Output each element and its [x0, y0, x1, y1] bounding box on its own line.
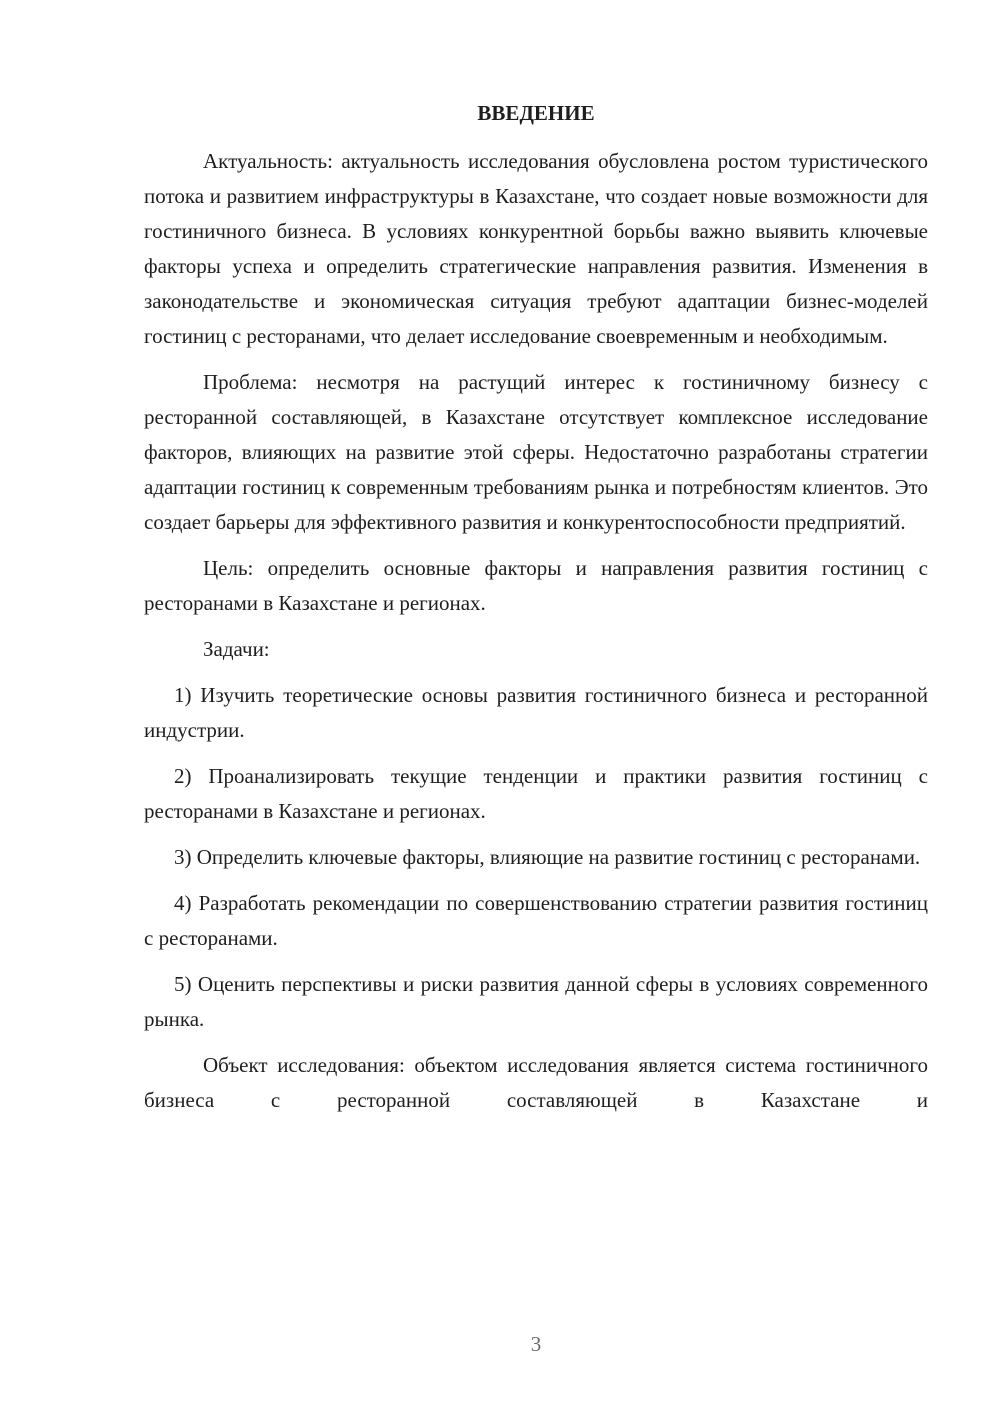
research-object-paragraph: Объект исследования: объектом исследования является система гостиничного бизнеса с ресторанной составляющей в Казахстане и [144, 1053, 928, 1112]
page-number: 3 [530, 1332, 542, 1356]
document-body [144, 96, 928, 1129]
page-title: ВВЕДЕНИЕ [477, 101, 595, 125]
relevance-paragraph: Актуальность: актуальность исследования обусловлена ростом туристического потока и развитием инфраструктуры в Казахстане, что создает новые возможности для гостиничного бизнеса. В условиях конкурентной борьбы важно выявить ключевые факторы успеха и определить стратегические направления развития. Изменения в законодательстве и экономическая ситуация требуют адаптации бизнес-моделей гостиниц с ресторанами, что делает исследование своевременным и необходимым. [144, 149, 928, 348]
task-item: 1) Изучить теоретические основы развития гостиничного бизнеса и ресторанной индустрии. [144, 683, 928, 742]
task-item: 2) Проанализировать текущие тенденции и практики развития гостиниц с ресторанами в Казахстане и регионах. [144, 764, 928, 823]
goal-paragraph: Цель: определить основные факторы и направления развития гостиниц с ресторанами в Казахстане и регионах. [144, 556, 928, 615]
task-item: 3) Определить ключевые факторы, влияющие на развитие гостиниц с ресторанами. [174, 845, 921, 869]
problem-paragraph: Проблема: несмотря на растущий интерес к гостиничному бизнесу с ресторанной составляющей, в Казахстане отсутствует комплексное исследование факторов, влияющих на развитие этой сферы. Недостаточно разработаны стратегии адаптации гостиниц к современным требованиям рынка и потребностям клиентов. Это создает барьеры для эффективного развития и конкурентоспособности предприятий. [144, 370, 928, 534]
tasks-heading: Задачи: [203, 637, 270, 661]
task-item: 5) Оценить перспективы и риски развития данной сферы в условиях современного рынка. [144, 972, 928, 1031]
task-item: 4) Разработать рекомендации по совершенствованию стратегии развития гостиниц с ресторанами. [144, 891, 928, 950]
